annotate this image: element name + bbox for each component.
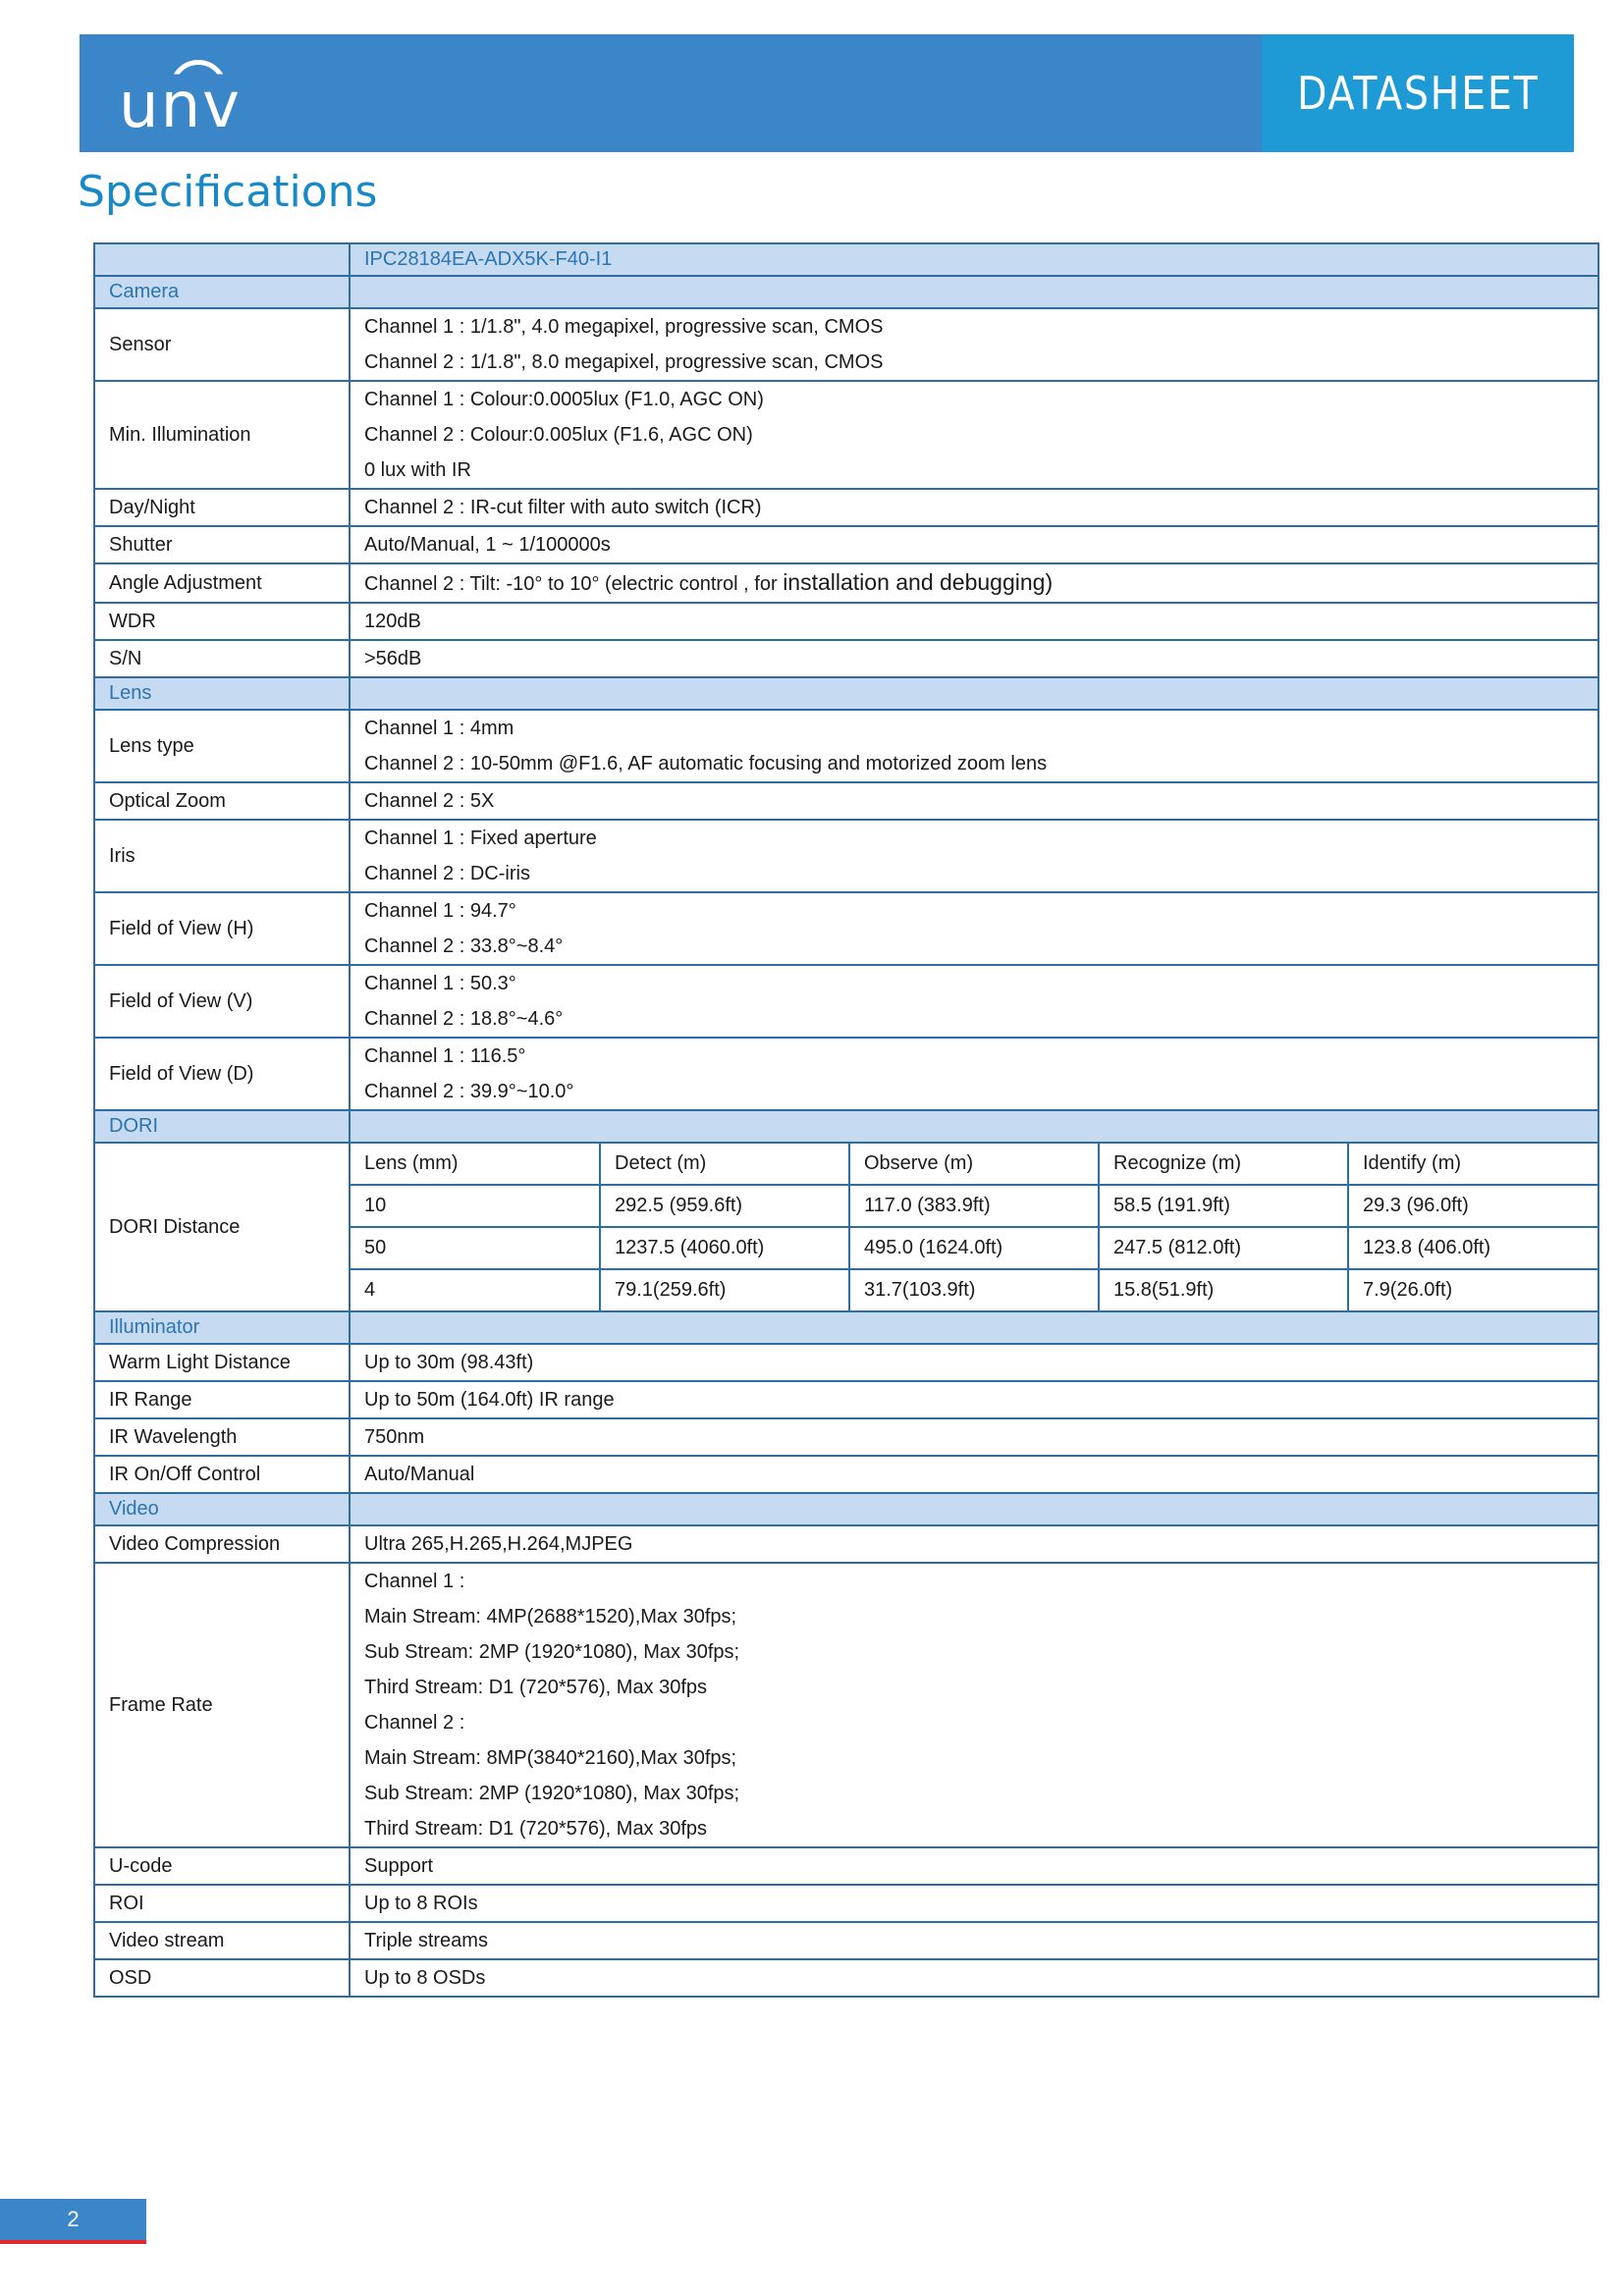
section-empty-cell — [350, 1493, 1598, 1525]
section-empty-cell — [350, 1110, 1598, 1143]
spec-value — [350, 710, 1598, 782]
spec-line-part: Channel 2 : Tilt: -10° to 10° (electric control , for — [364, 573, 784, 595]
dori-cell: 292.5 (959.6ft) — [600, 1185, 849, 1227]
dori-cell: 79.1(259.6ft) — [600, 1269, 849, 1310]
spec-line: Support — [364, 1855, 434, 1877]
spec-line: Main Stream: 8MP(3840*2160),Max 30fps; — [364, 1747, 737, 1769]
spec-label: IR On/Off Control — [94, 1456, 350, 1493]
spec-line: Sub Stream: 2MP (1920*1080), Max 30fps; — [364, 1641, 740, 1663]
spec-row-osd — [94, 1959, 1598, 1997]
dori-cell: 495.0 (1624.0ft) — [849, 1227, 1099, 1269]
dori-cell: 31.7(103.9ft) — [849, 1269, 1099, 1310]
spec-row-day-night — [94, 489, 1598, 526]
spec-line: Auto/Manual, 1 ~ 1/100000s — [364, 534, 611, 556]
spec-label: U-code — [94, 1847, 350, 1885]
spec-value — [350, 1038, 1598, 1110]
spec-label: Iris — [94, 820, 350, 892]
section-header-illuminator — [94, 1311, 1598, 1344]
spec-row-angle-adjustment — [94, 563, 1598, 603]
datasheet-label: DATASHEET — [1296, 67, 1540, 120]
page-title: Specifications — [78, 167, 378, 217]
spec-line: 0 lux with IR — [364, 459, 471, 481]
spec-line: Auto/Manual — [364, 1464, 475, 1485]
spec-line: Main Stream: 4MP(2688*1520),Max 30fps; — [364, 1606, 737, 1628]
section-header-video — [94, 1493, 1598, 1525]
spec-line-part: installation and debugging) — [783, 569, 1054, 595]
dori-cell: 29.3 (96.0ft) — [1348, 1185, 1597, 1227]
model-label-cell — [94, 243, 350, 276]
spec-value — [350, 1959, 1598, 1997]
spec-label: WDR — [94, 603, 350, 640]
spec-label: S/N — [94, 640, 350, 677]
spec-line: Up to 8 OSDs — [364, 1967, 486, 1989]
spec-line: Third Stream: D1 (720*576), Max 30fps — [364, 1818, 708, 1840]
spec-value — [350, 1922, 1598, 1959]
spec-value — [350, 820, 1598, 892]
spec-line: Channel 2 : 39.9°~10.0° — [364, 1081, 574, 1102]
spec-line: Channel 2 : 18.8°~4.6° — [364, 1008, 564, 1030]
spec-row-sensor — [94, 308, 1598, 381]
spec-row-frame-rate — [94, 1563, 1598, 1847]
spec-line: Channel 2 : 10-50mm @F1.6, AF automatic focusing and motorized zoom lens — [364, 753, 1048, 774]
dori-row — [351, 1227, 1597, 1269]
spec-label: Optical Zoom — [94, 782, 350, 820]
section-title: Lens — [94, 677, 350, 710]
spec-table — [93, 242, 1599, 1998]
spec-row-warm-light — [94, 1344, 1598, 1381]
spec-value — [350, 1525, 1598, 1563]
spec-value — [350, 489, 1598, 526]
spec-line: Channel 1 : 116.5° — [364, 1045, 526, 1067]
spec-line: 120dB — [364, 611, 421, 632]
spec-value — [350, 1344, 1598, 1381]
spec-line: Up to 8 ROIs — [364, 1893, 478, 1914]
dori-header: Detect (m) — [600, 1144, 849, 1185]
spec-row-ir-range — [94, 1381, 1598, 1418]
spec-row-video-compression — [94, 1525, 1598, 1563]
spec-value — [350, 563, 1598, 603]
spec-label: ROI — [94, 1885, 350, 1922]
dori-cell: 117.0 (383.9ft) — [849, 1185, 1099, 1227]
spec-value — [350, 526, 1598, 563]
spec-value — [350, 965, 1598, 1038]
spec-label: Sensor — [94, 308, 350, 381]
dori-header-row — [351, 1144, 1597, 1185]
dori-cell: 7.9(26.0ft) — [1348, 1269, 1597, 1310]
spec-value — [350, 1847, 1598, 1885]
spec-row-dori-distance — [94, 1143, 1598, 1311]
dori-cell: 15.8(51.9ft) — [1099, 1269, 1348, 1310]
spec-row-lens-type — [94, 710, 1598, 782]
dori-cell: 10 — [351, 1185, 600, 1227]
spec-line: Sub Stream: 2MP (1920*1080), Max 30fps; — [364, 1783, 740, 1804]
page-number-text: 2 — [67, 2207, 80, 2231]
spec-label: IR Range — [94, 1381, 350, 1418]
spec-label: OSD — [94, 1959, 350, 1997]
section-title: Illuminator — [94, 1311, 350, 1344]
section-header-camera — [94, 276, 1598, 308]
spec-line: Ultra 265,H.265,H.264,MJPEG — [364, 1533, 633, 1555]
spec-value — [350, 381, 1598, 489]
dori-row — [351, 1269, 1597, 1310]
spec-label: Lens type — [94, 710, 350, 782]
spec-value — [350, 782, 1598, 820]
spec-value — [350, 1381, 1598, 1418]
dori-table-cell — [350, 1143, 1598, 1311]
section-header-dori — [94, 1110, 1598, 1143]
dori-header: Recognize (m) — [1099, 1144, 1348, 1185]
spec-line: Third Stream: D1 (720*576), Max 30fps — [364, 1677, 708, 1698]
spec-line: Channel 2 : DC-iris — [364, 863, 530, 884]
spec-label: Day/Night — [94, 489, 350, 526]
spec-label: DORI Distance — [94, 1143, 350, 1311]
spec-label: Field of View (V) — [94, 965, 350, 1038]
dori-header: Observe (m) — [849, 1144, 1099, 1185]
spec-line: Channel 2 : 5X — [364, 790, 495, 812]
model-name: IPC28184EA-ADX5K-F40-I1 — [350, 243, 1598, 276]
spec-line: Up to 30m (98.43ft) — [364, 1352, 534, 1373]
dori-table — [351, 1144, 1597, 1310]
spec-line: Channel 1 : 50.3° — [364, 973, 516, 994]
section-title: Camera — [94, 276, 350, 308]
dori-cell: 4 — [351, 1269, 600, 1310]
section-title: DORI — [94, 1110, 350, 1143]
spec-row-optical-zoom — [94, 782, 1598, 820]
section-title: Video — [94, 1493, 350, 1525]
spec-line: Channel 1 : — [364, 1571, 465, 1592]
dori-cell: 1237.5 (4060.0ft) — [600, 1227, 849, 1269]
spec-label: Video stream — [94, 1922, 350, 1959]
section-empty-cell — [350, 1311, 1598, 1344]
spec-line: 750nm — [364, 1426, 425, 1448]
spec-line: Channel 1 : 94.7° — [364, 900, 516, 922]
datasheet-badge — [1262, 34, 1574, 152]
spec-line: Channel 1 : 4mm — [364, 718, 514, 739]
spec-line: Channel 1 : 1/1.8", 4.0 megapixel, progressive scan, CMOS — [364, 316, 884, 338]
spec-row-wdr — [94, 603, 1598, 640]
spec-row-min-illumination — [94, 381, 1598, 489]
spec-value — [350, 640, 1598, 677]
page-number — [0, 2199, 146, 2244]
spec-label: Video Compression — [94, 1525, 350, 1563]
dori-header: Identify (m) — [1348, 1144, 1597, 1185]
spec-line: Channel 1 : Colour:0.0005lux (F1.0, AGC ON) — [364, 389, 764, 410]
spec-value — [350, 1456, 1598, 1493]
spec-label: Min. Illumination — [94, 381, 350, 489]
spec-value — [350, 1418, 1598, 1456]
spec-line: Channel 2 : — [364, 1712, 465, 1734]
unv-logo — [119, 58, 266, 142]
spec-line: Channel 2 : Colour:0.005lux (F1.6, AGC ON) — [364, 424, 753, 446]
spec-label: Warm Light Distance — [94, 1344, 350, 1381]
logo-text: unv — [119, 70, 242, 142]
dori-header: Lens (mm) — [351, 1144, 600, 1185]
dori-cell: 247.5 (812.0ft) — [1099, 1227, 1348, 1269]
spec-value — [350, 603, 1598, 640]
spec-label: IR Wavelength — [94, 1418, 350, 1456]
section-empty-cell — [350, 276, 1598, 308]
section-header-lens — [94, 677, 1598, 710]
spec-row-ir-wavelength — [94, 1418, 1598, 1456]
spec-line: Triple streams — [364, 1930, 488, 1951]
model-row — [94, 243, 1598, 276]
spec-line: Channel 2 : 33.8°~8.4° — [364, 935, 564, 957]
spec-value — [350, 308, 1598, 381]
spec-row-video-stream — [94, 1922, 1598, 1959]
spec-row-ir-control — [94, 1456, 1598, 1493]
dori-cell: 58.5 (191.9ft) — [1099, 1185, 1348, 1227]
spec-line: Channel 2 : IR-cut filter with auto switch (ICR) — [364, 497, 762, 518]
spec-row-fov-h — [94, 892, 1598, 965]
spec-line: >56dB — [364, 648, 422, 669]
spec-row-iris — [94, 820, 1598, 892]
dori-cell: 50 — [351, 1227, 600, 1269]
spec-label: Angle Adjustment — [94, 563, 350, 603]
header-banner — [80, 34, 1574, 152]
spec-line: Channel 2 : 1/1.8", 8.0 megapixel, progressive scan, CMOS — [364, 351, 884, 373]
spec-row-u-code — [94, 1847, 1598, 1885]
spec-row-roi — [94, 1885, 1598, 1922]
spec-row-shutter — [94, 526, 1598, 563]
spec-value — [350, 1563, 1598, 1847]
spec-label: Frame Rate — [94, 1563, 350, 1847]
spec-label: Shutter — [94, 526, 350, 563]
spec-value — [350, 892, 1598, 965]
spec-label: Field of View (D) — [94, 1038, 350, 1110]
spec-row-fov-d — [94, 1038, 1598, 1110]
spec-line: Channel 1 : Fixed aperture — [364, 828, 597, 849]
spec-value — [350, 1885, 1598, 1922]
section-empty-cell — [350, 677, 1598, 710]
dori-row — [351, 1185, 1597, 1227]
spec-row-sn — [94, 640, 1598, 677]
spec-label: Field of View (H) — [94, 892, 350, 965]
spec-row-fov-v — [94, 965, 1598, 1038]
spec-line: Up to 50m (164.0ft) IR range — [364, 1389, 615, 1411]
dori-cell: 123.8 (406.0ft) — [1348, 1227, 1597, 1269]
